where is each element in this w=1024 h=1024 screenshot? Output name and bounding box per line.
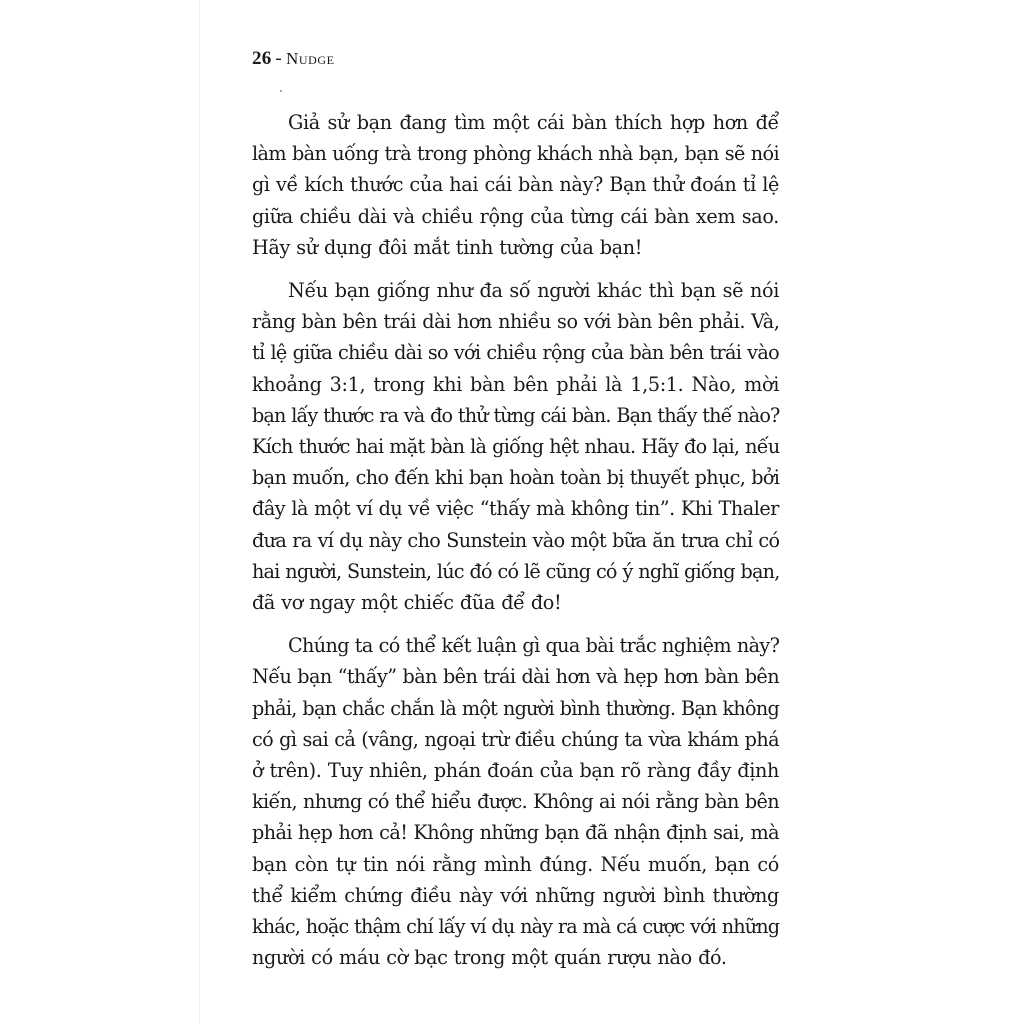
text-line: rằng bàn bên trái dài hơn nhiều so với bàn bên phải. Và, [252, 310, 780, 334]
text-line: đây là một ví dụ về việc “thấy mà không tin”. Khi Thaler [252, 497, 780, 521]
book-title: Nudge [285, 49, 335, 68]
text-line: Giả sử bạn đang tìm một cái bàn thích hợp hơn để [288, 111, 779, 134]
text-line: thể kiểm chứng điều này với những người bình thường [252, 883, 779, 907]
paragraph-1 [252, 107, 779, 263]
text-line: giữa chiều dài và chiều rộng của từng cái bàn xem sao. [252, 204, 779, 228]
text-line: phải hẹp hơn cả! Không những bạn đã nhận định sai, mà [252, 821, 779, 845]
text-line: hai người, Sunstein, lúc đó có lẽ cũng có ý nghĩ giống bạn, [252, 559, 780, 583]
paragraph-2 [252, 275, 779, 618]
text-line: khoảng 3:1, trong khi bàn bên phải là 1,5:1. Nào, mời [252, 372, 779, 396]
text-line: Kích thước hai mặt bàn là giống hệt nhau. Hãy đo lại, nếu [252, 435, 780, 459]
text-line: tỉ lệ giữa chiều dài so với chiều rộng của bàn bên trái vào [252, 341, 779, 365]
text-line: gì về kích thước của hai cái bàn này? Bạn thử đoán tỉ lệ [252, 173, 779, 197]
text-line: Nếu bạn giống như đa số người khác thì bạn sẽ nói [288, 279, 779, 303]
scan-speck [280, 90, 282, 92]
paragraph-3 [252, 630, 779, 973]
text-line: đã vơ ngay một chiếc đũa để đo! [252, 591, 562, 615]
text-line: có gì sai cả (vâng, ngoại trừ điều chúng ta vừa khám phá [252, 727, 779, 751]
body-text [252, 107, 779, 985]
text-line: Nếu bạn “thấy” bàn bên trái dài hơn và hẹp hơn bàn bên [252, 665, 779, 689]
text-line: ở trên). Tuy nhiên, phán đoán của bạn rõ ràng đầy định [252, 759, 779, 783]
running-head-separator: - [275, 48, 282, 69]
text-line: làm bàn uống trà trong phòng khách nhà bạn, bạn sẽ nói [252, 142, 779, 166]
text-line: phải, bạn chắc chắn là một người bình thường. Bạn không [252, 696, 779, 720]
running-head [252, 48, 335, 70]
text-line: bạn lấy thước ra và đo thử từng cái bàn. Bạn thấy thế nào? [252, 403, 780, 427]
text-line: Chúng ta có thể kết luận gì qua bài trắc nghiệm này? [288, 634, 780, 658]
text-line: đưa ra ví dụ này cho Sunstein vào một bữa ăn trưa chỉ có [252, 528, 780, 552]
text-line: bạn muốn, cho đến khi bạn hoàn toàn bị thuyết phục, bởi [252, 466, 780, 490]
text-line: khác, hoặc thậm chí lấy ví dụ này ra mà cá cược với những [252, 915, 780, 939]
text-line: bạn còn tự tin nói rằng mình đúng. Nếu muốn, bạn có [252, 852, 779, 876]
text-line: người có máu cờ bạc trong một quán rượu nào đó. [252, 946, 727, 970]
page-number: 26 [252, 48, 272, 69]
text-line: Hãy sử dụng đôi mắt tinh tường của bạn! [252, 235, 643, 259]
text-line: kiến, nhưng có thể hiểu được. Không ai nói rằng bàn bên [252, 790, 779, 814]
book-page [200, 0, 824, 1024]
